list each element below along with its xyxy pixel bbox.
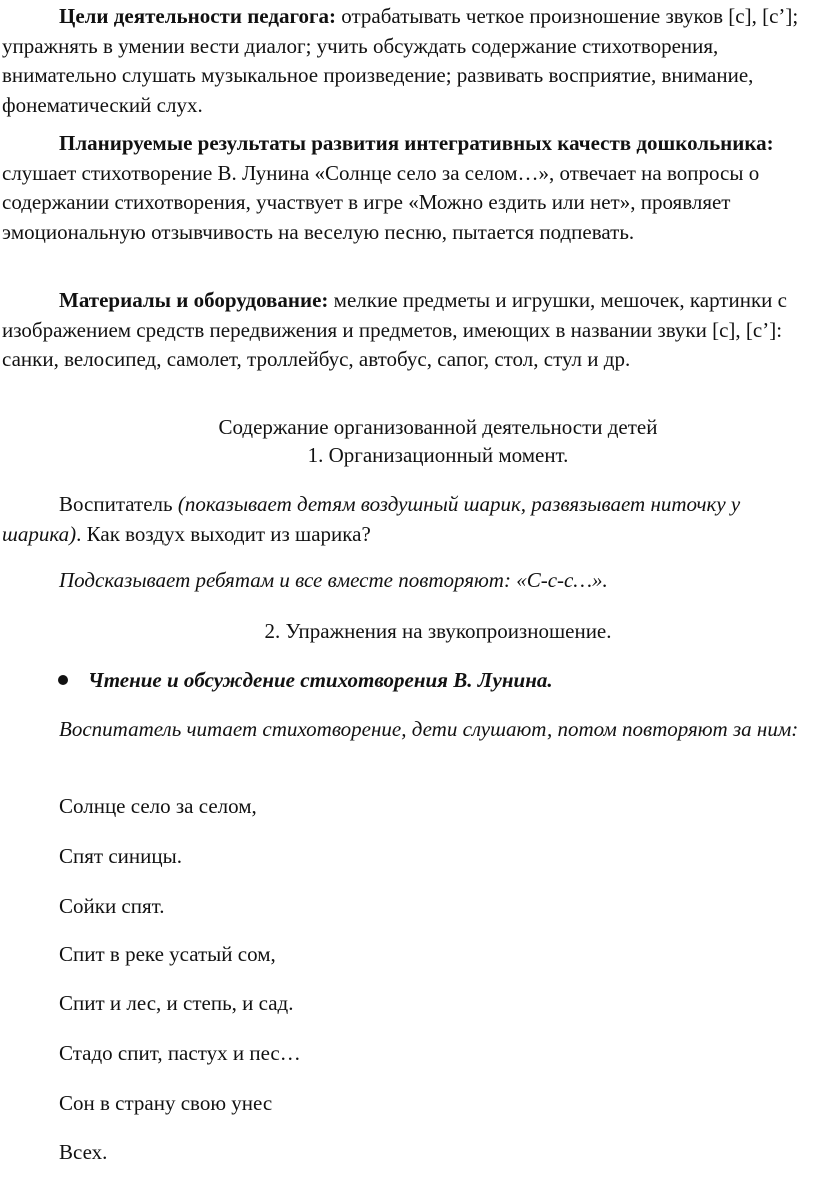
materials-paragraph: [2, 286, 802, 375]
goals-text: отрабатывать четкое произношение звуков [с], [с’]; упражнять в умении вести диалог; учить обсуждать содержание стихотворения, внимательно слушать музыкальное произведение; развивать восприятие, внимание, фонематический слух.: [2, 4, 799, 117]
teacher-paragraph: [2, 490, 802, 549]
materials-label: Материалы и оборудование:: [59, 288, 329, 312]
results-label: Планируемые результаты развития интегративных качеств дошкольника:: [59, 131, 774, 155]
teacher-action: (показывает детям воздушный шарик, развязывает ниточку у шарика): [2, 492, 741, 546]
poem-line: Сойки спят.: [59, 894, 165, 918]
poem-line: Всех.: [59, 1140, 108, 1164]
content-heading: Содержание организованной деятельности детей: [218, 415, 658, 439]
bullet-list-item: [0, 666, 816, 696]
teacher-speaker: Воспитатель: [59, 492, 178, 516]
results-paragraph: [2, 129, 802, 247]
poem-line: Стадо спит, пастух и пес…: [59, 1041, 301, 1065]
poem-line: Спят синицы.: [59, 844, 182, 868]
poem-line: Сон в страну свою унес: [59, 1091, 273, 1115]
poem-line: Спит в реке усатый сом,: [59, 942, 276, 966]
section1-heading: 1. Организационный момент.: [307, 443, 569, 467]
bullet-item-text: Чтение и обсуждение стихотворения В. Лунина.: [88, 668, 553, 692]
materials-text: мелкие предметы и игрушки, мешочек, картинки с изображением средств передвижения и предметов, имеющих в названии звуки [с], [с’]: санки, велосипед, самолет, троллейбус, автобус, сапог, стол, стул и др.: [2, 288, 787, 371]
teacher-question: . Как воздух выходит из шарика?: [76, 521, 371, 546]
section2-heading: 2. Упражнения на звукопроизношение.: [264, 619, 612, 643]
goals-paragraph: [2, 2, 802, 120]
prompt-line: Подсказывает ребятам и все вместе повторяют: «С-с-с…».: [59, 568, 608, 592]
reading-instruction: Воспитатель читает стихотворение, дети слушают, потом повторяют за ним:: [59, 717, 799, 741]
bullet-icon: [58, 675, 68, 685]
goals-label: Цели деятельности педагога:: [59, 4, 337, 28]
poem-line: Солнце село за селом,: [59, 794, 257, 818]
results-text: слушает стихотворение В. Лунина «Солнце село за селом…», отвечает на вопросы о содержании стихотворения, участвует в игре «Можно ездить или нет», проявляет эмоциональную отзывчивость на веселую песню, пытается подпевать.: [2, 160, 760, 244]
poem-line: Спит и лес, и степь, и сад.: [59, 991, 294, 1015]
